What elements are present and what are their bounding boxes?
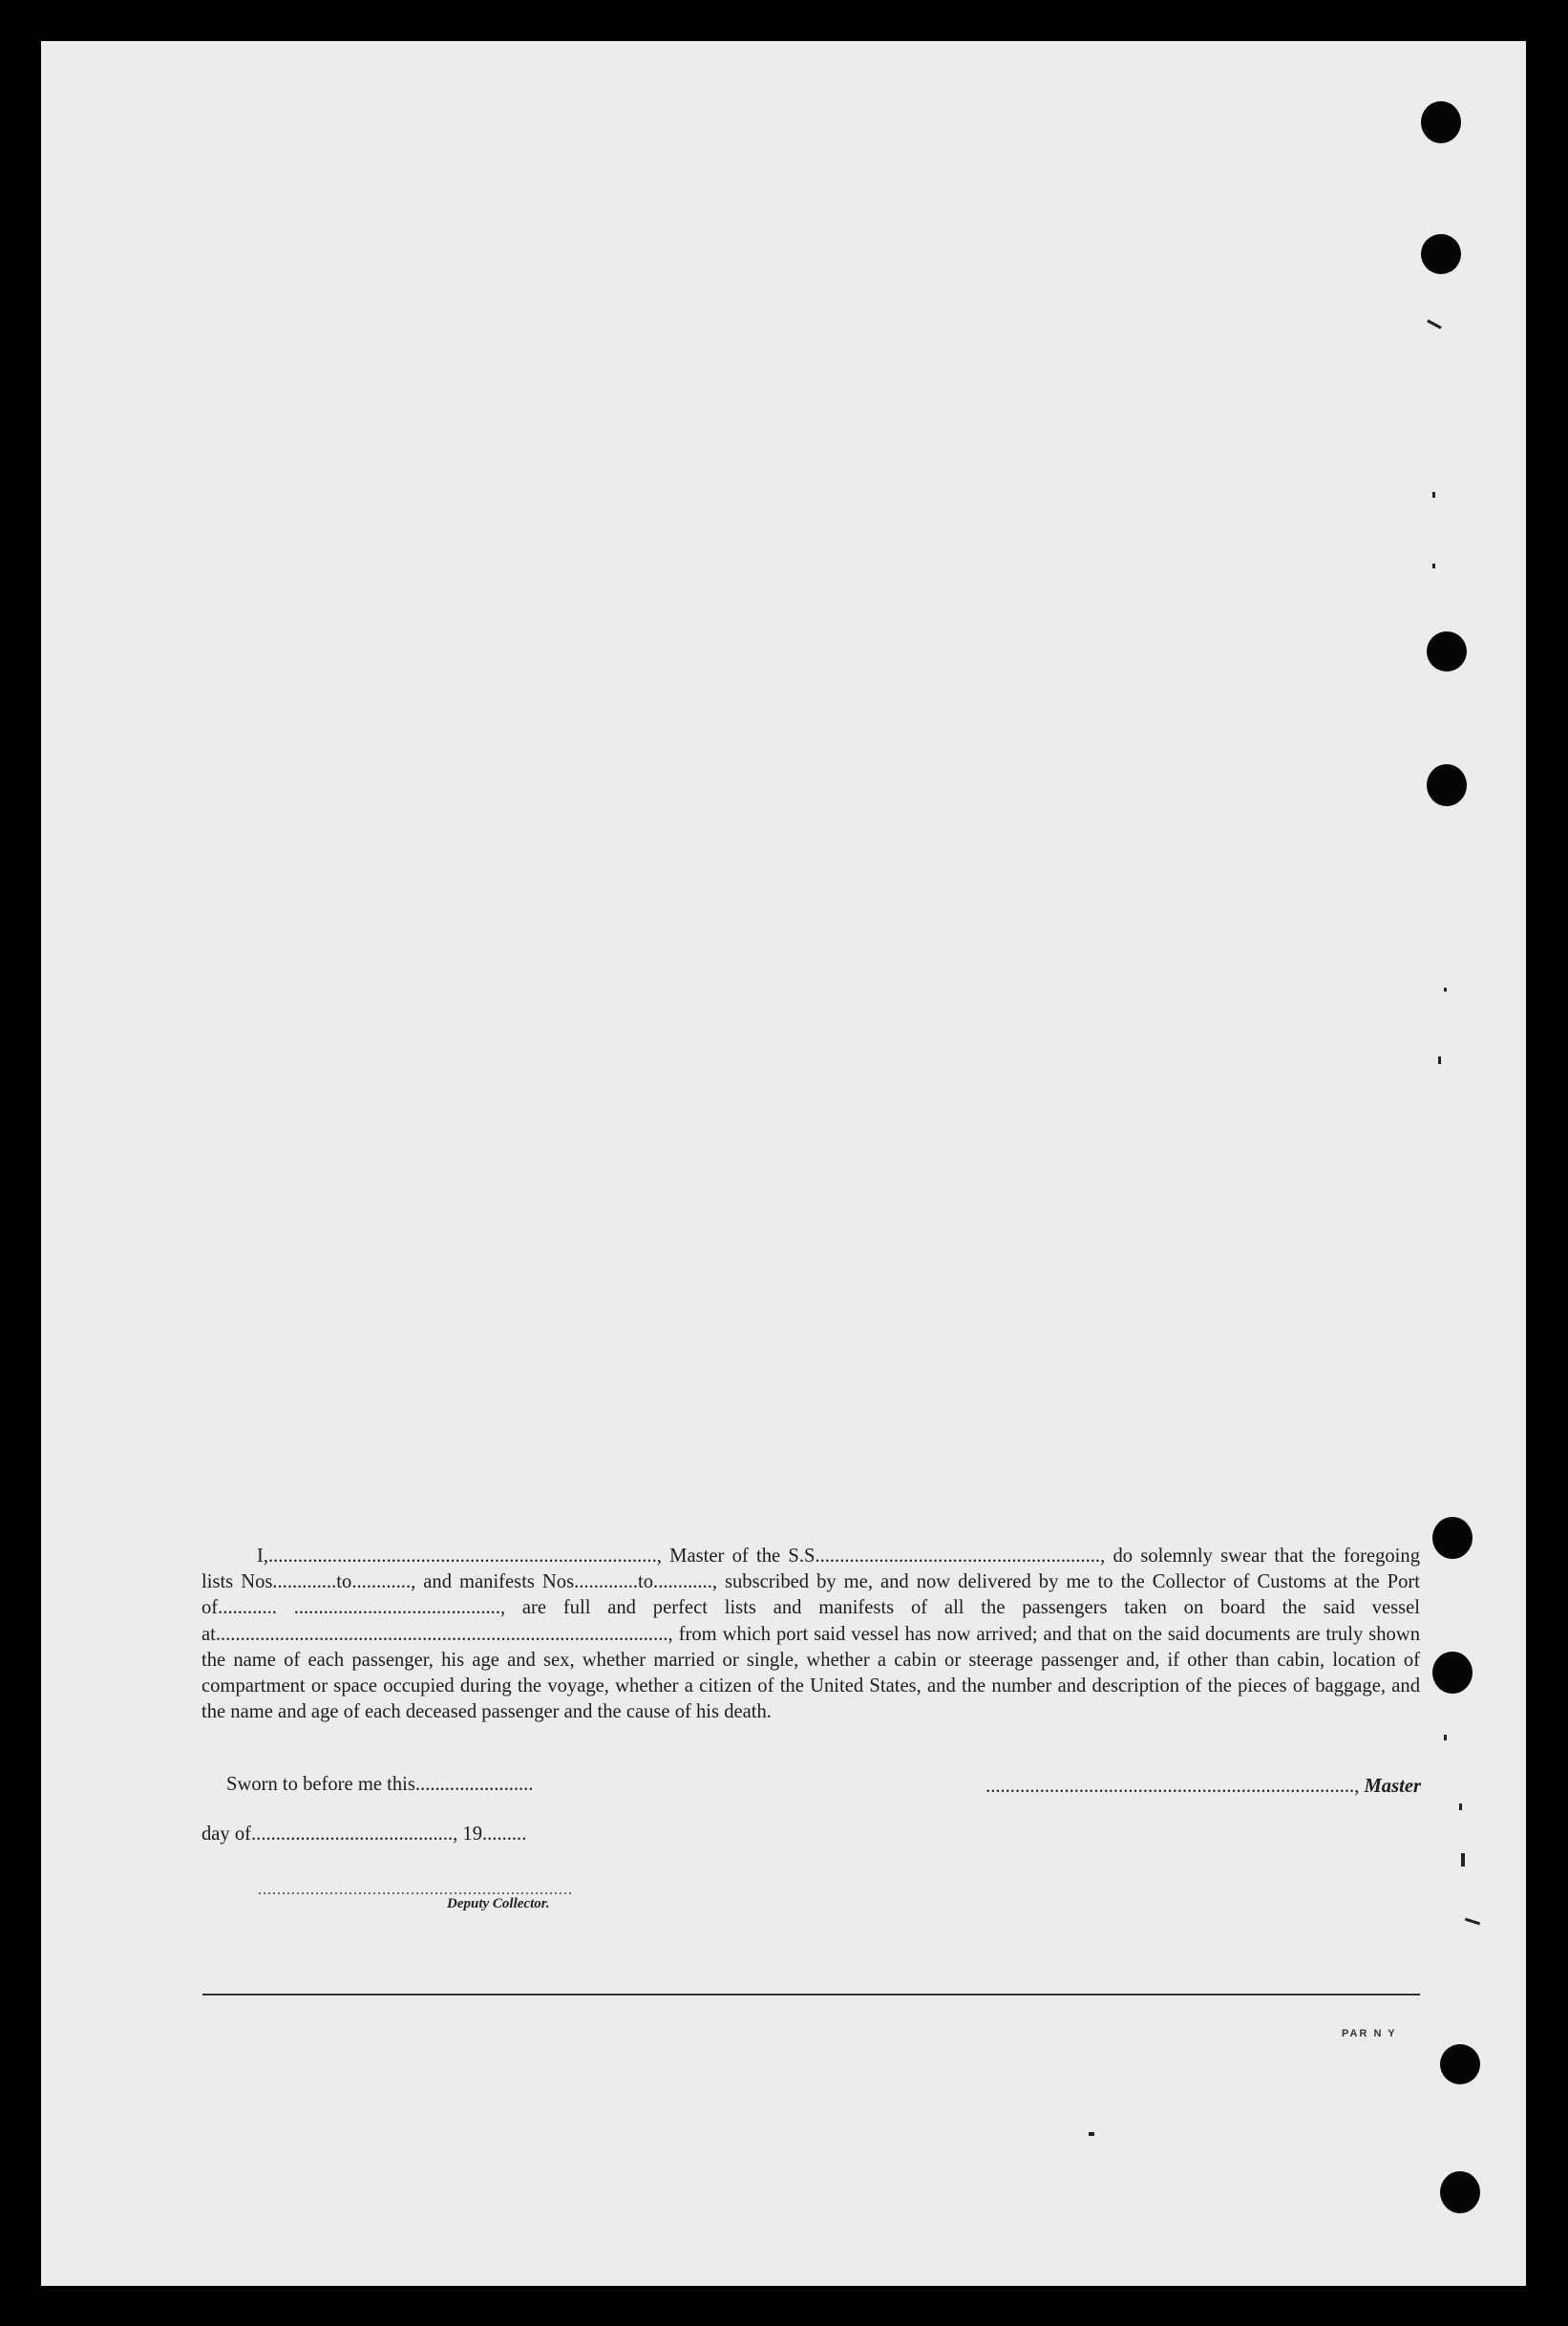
sworn-line: Sworn to before me this........................: [226, 1774, 534, 1795]
master-signature-line: ...........................................................................,: [985, 1776, 1365, 1797]
oath-paragraph: [201, 1544, 1420, 1725]
printer-mark: PAR N Y: [1342, 2028, 1397, 2039]
deputy-collector-line: ..................................................................: [258, 1882, 573, 1898]
speck: [1432, 564, 1435, 568]
deputy-collector-label: Deputy Collector.: [447, 1896, 550, 1911]
speck: [1432, 492, 1435, 498]
document-page: [41, 41, 1526, 2286]
speck: [1461, 1853, 1465, 1867]
punch-hole: [1440, 2171, 1480, 2213]
punch-hole: [1432, 1652, 1473, 1694]
horizontal-rule: [202, 1994, 1420, 1995]
punch-hole: [1440, 2044, 1480, 2084]
punch-hole: [1432, 1517, 1473, 1559]
speck: [1438, 1056, 1441, 1064]
speck: [1459, 1803, 1462, 1810]
speck: [1444, 1735, 1447, 1740]
speck: [1444, 988, 1447, 992]
punch-hole: [1427, 631, 1467, 672]
day-line: day of........................................., 19.........: [201, 1824, 527, 1845]
punch-hole: [1427, 764, 1467, 806]
punch-hole: [1421, 101, 1461, 143]
master-signature: [985, 1776, 1421, 1798]
speck: [1089, 2132, 1094, 2136]
oath-text: I,..............................................................................., Master of the S.S.........................................................., do solemnly swear that the foregoing lists Nos.............to............, and manifests Nos.............to............, subscribed by me, and now delivered by me to the Collector of Customs at the Port of............ .........................................., are full and perfect lists and manifests of all the passengers taken on board the said vessel at............................................................................................, from which port said vessel has now arrived; and that on the said documents are truly shown the name of each passenger, his age and sex, whether married or single, whether a cabin or steerage passenger and, if other than cabin, location of compartment or space occupied during the voyage, whether a citizen of the United States, and the number and description of the pieces of baggage, and the name and age of each deceased passenger and the cause of his death.: [201, 1546, 1420, 1723]
master-label: Master: [1364, 1776, 1421, 1797]
punch-hole: [1421, 234, 1461, 274]
